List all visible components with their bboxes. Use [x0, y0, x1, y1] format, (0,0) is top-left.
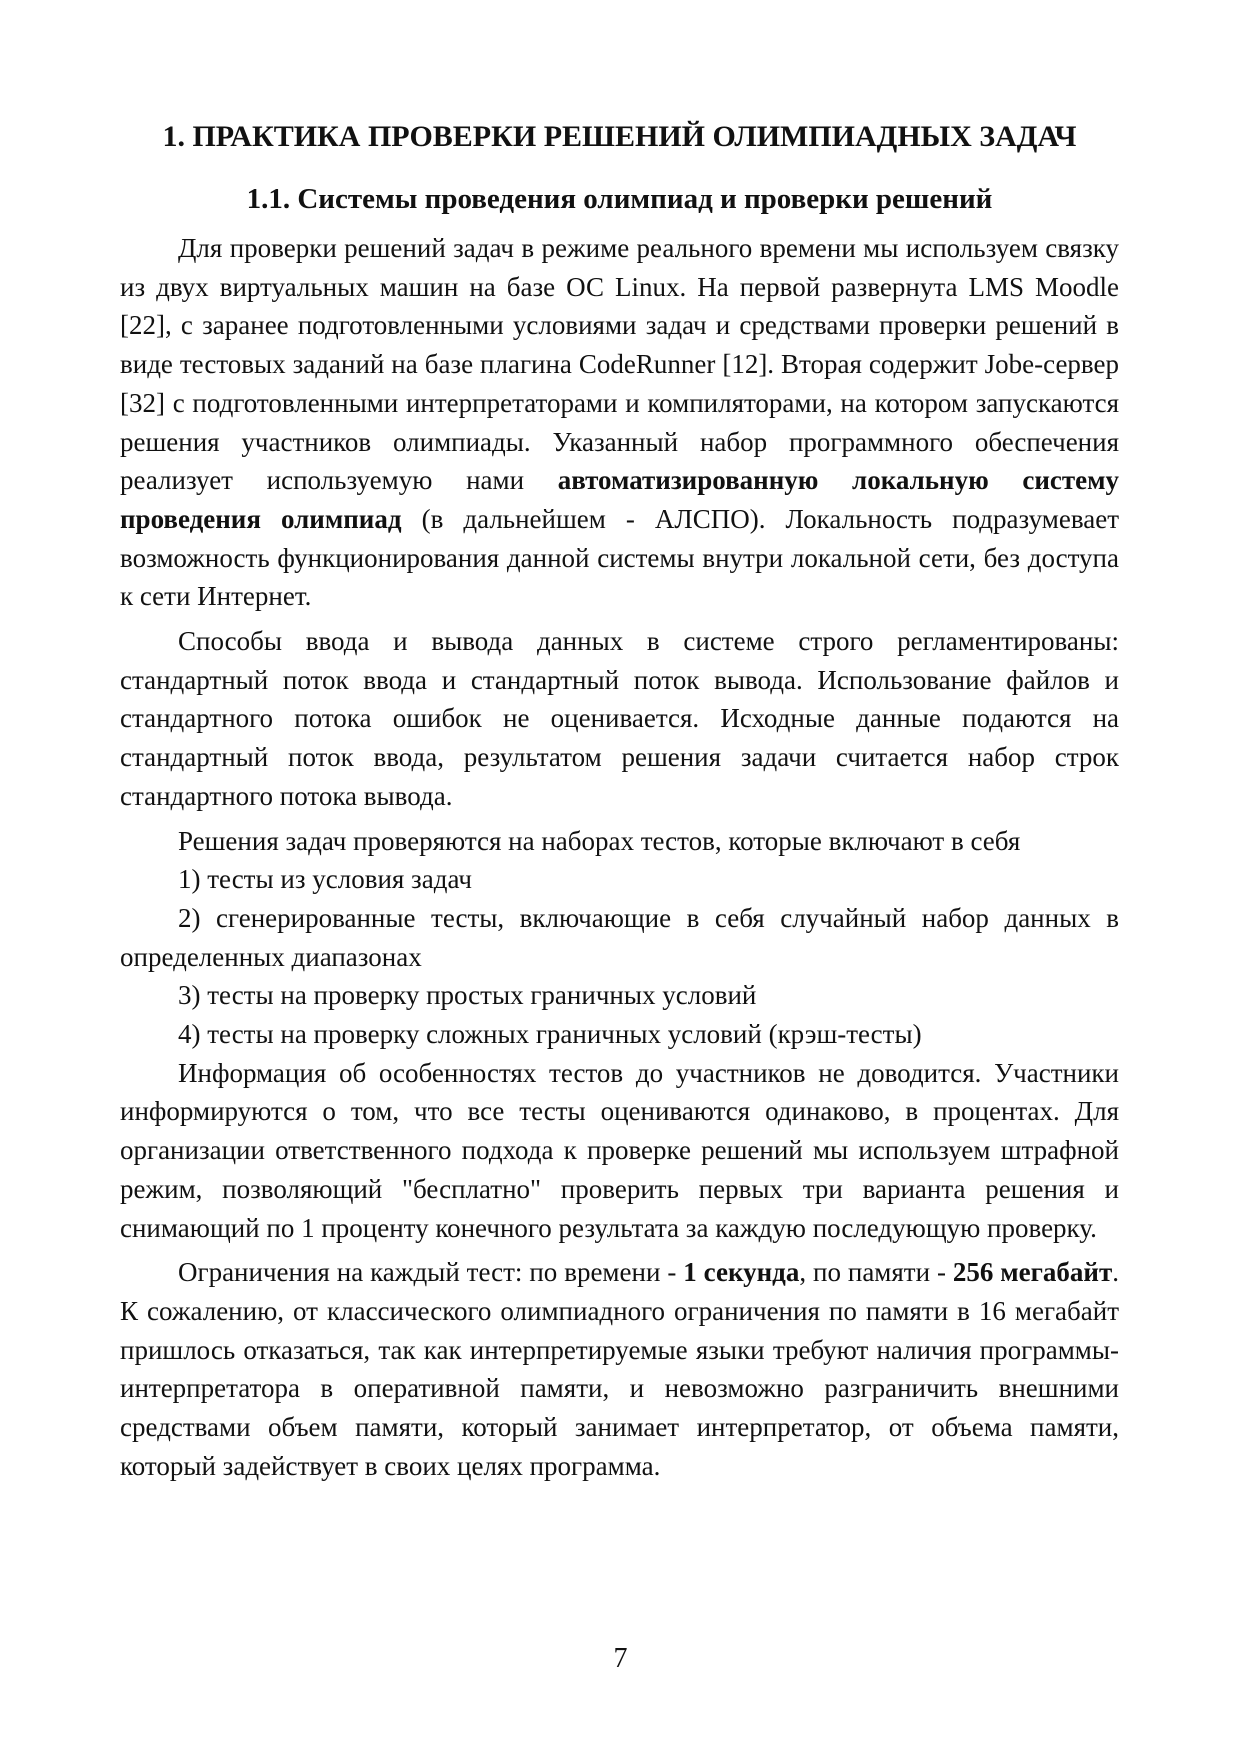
list-item-2: 2) сгенерированные тесты, включающие в себя случайный набор данных в определенных диапазонах: [120, 902, 1119, 972]
paragraph-3: Решения задач проверяются на наборах тестов, которые включают в себя: [178, 825, 1021, 856]
paragraph-5-text-2: , по памяти -: [799, 1257, 953, 1288]
page-number: 7: [613, 1643, 628, 1674]
paragraph-1-bold-term: автоматизированную локальную систему проведения олимпиад: [120, 465, 1120, 534]
paragraph-4: Информация об особенностях тестов до участников не доводится. Участники информируются о том, что все тесты оцениваются одинаково, в процентах. Для организации ответственного подхода к проверке решений мы используем штрафной режим, позволяющий "бесплатно" проверить первых три варианта решения и снимающий по 1 проценту конечного результата за каждую последующую проверку.: [120, 1057, 1119, 1243]
paragraph-1: [120, 229, 1119, 616]
section-title: 1.1. Системы проведения олимпиад и проверки решений: [246, 183, 993, 215]
list-item-4: 4) тесты на проверку сложных граничных условий (крэш-тесты): [178, 1019, 922, 1050]
paragraph-1-text-start: Для проверки решений задач в режиме реального времени мы используем связку из двух виртуальных машин на базе ОС Linux. На первой развернута LMS Moodle [22], с заранее подготовленными условиями задач и средствами проверки решений в виде тестовых заданий на базе плагина CodeRunner [12]. Вторая содержит Jobe-сервер [32] с подготовленными интерпретаторами и компиляторами, на котором запускаются решения участников олимпиады. Указанный набор программного обеспечения реализует используемую нами: [120, 233, 1119, 496]
paragraph-5-text-3: . К сожалению, от классического олимпиадного ограничения по памяти в 16 мегабайт пришлось отказаться, так как интерпретируемые языки требуют наличия программы-интерпретатора в оперативной памяти, и невозможно разграничить внешними средствами объем памяти, который занимает интерпретатор, от объема памяти, который задействует в своих целях программа.: [120, 1257, 1119, 1481]
list-item-3: 3) тесты на проверку простых граничных условий: [178, 980, 757, 1011]
paragraph-5-bold-memory: 256 мегабайт: [952, 1257, 1113, 1288]
paragraph-1-text-end: (в дальнейшем - АЛСПО). Локальность подразумевает возможность функционирования данной системы внутри локальной сети, без доступа к сети Интернет.: [120, 503, 1120, 612]
list-item-1: 1) тесты из условия задач: [178, 864, 472, 895]
paragraph-5-text-1: Ограничения на каждый тест: по времени -: [178, 1257, 684, 1288]
paragraph-5: [120, 1253, 1119, 1485]
page-content: [120, 112, 1119, 1486]
paragraph-2: Способы ввода и вывода данных в системе строго регламентированы: стандартный поток ввода и стандартный поток вывода. Использование файлов и стандартного потока ошибок не оценивается. Исходные данные подаются на стандартный поток ввода, результатом решения задачи считается набор строк стандартного потока вывода.: [120, 626, 1119, 811]
chapter-title: 1. ПРАКТИКА ПРОВЕРКИ РЕШЕНИЙ ОЛИМПИАДНЫХ ЗАДАЧ: [162, 120, 1077, 153]
paragraph-5-bold-time: 1 секунда: [683, 1257, 800, 1288]
